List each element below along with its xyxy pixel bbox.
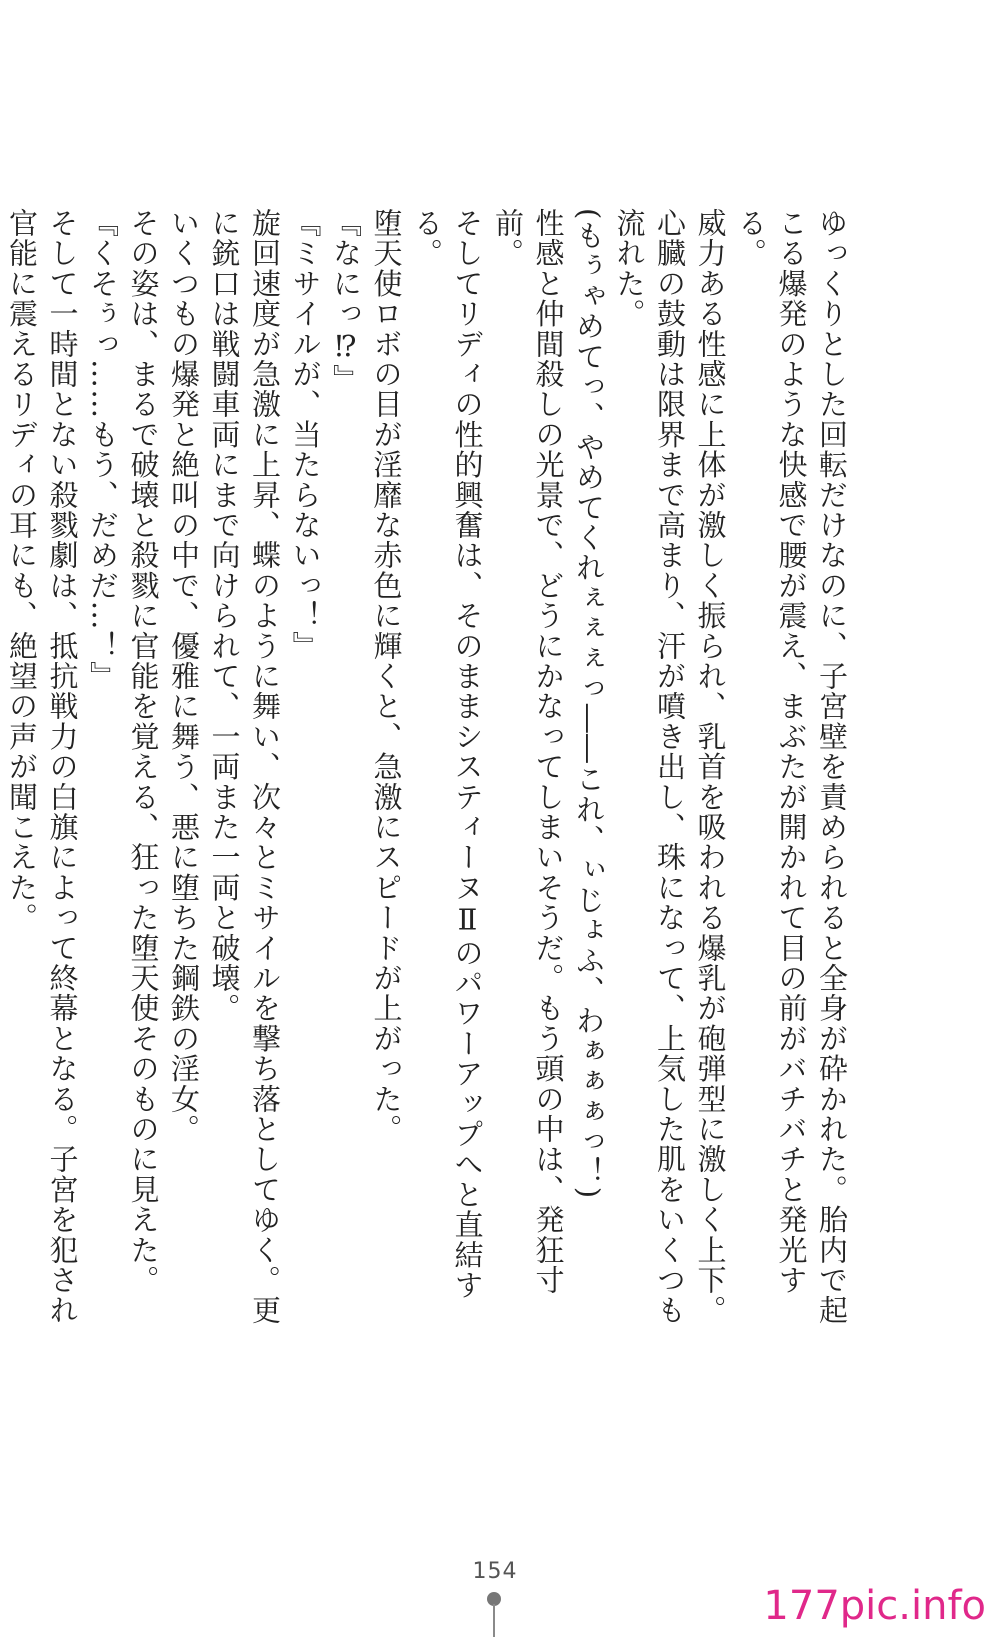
paragraph-1: ゆっくりとした回転だけなのに、子宮壁を責められると全身が砕かれた。胎内で起こる爆発のような快感で腰が震え、まぶたが開かれて目の前がバチバチと発光する。 — [734, 208, 849, 1326]
vertical-text-body — [2, 208, 853, 1328]
paragraph-9: 旋回速度が急激に上昇、蝶のように舞い、次々とミサイルを撃ち落としてゆく。更に銃口は戦闘車両にまで向けられて、一両また一両と破壊。 — [207, 208, 282, 1326]
paragraph-5: そしてリディの性的興奮は、そのままシスティーヌⅡのパワーアップへと直結する。 — [410, 208, 485, 1301]
paragraph-8: 『ミサイルが、当たらないっ！』 — [288, 208, 323, 661]
paragraph-7: 『なにっ⁉』 — [329, 208, 363, 395]
watermark: 177pic.info — [763, 1583, 986, 1629]
page-marker-line — [493, 1604, 495, 1637]
paragraph-2: 威力ある性感に上体が激しく振られ、乳首を吸われる爆乳が砲弾型に激しく上下。心臓の鼓動は限界まで高まり、汗が噴き出し、珠になって、上気した肌をいくつも流れた。 — [612, 208, 728, 1326]
page-number: 154 — [472, 1559, 518, 1584]
paragraph-3: (もぅゃめてっ、やめてくれぇぇぇっ――これ、ぃじょふ、わぁぁぁっ！) — [572, 208, 606, 1200]
paragraph-10: いくつもの爆発と絶叫の中で、優雅に舞う、悪に堕ちた鋼鉄の淫女。 — [167, 208, 201, 1145]
paragraph-4: 性感と仲間殺しの光景で、どうにかなってしまいそうだ。もう頭の中は、発狂寸前。 — [491, 208, 566, 1296]
paragraph-11: その姿は、まるで破壊と殺戮に官能を覚える、狂った堕天使そのものに見えた。 — [126, 208, 161, 1296]
paragraph-13: そして一時間とない殺戮劇は、抵抗戦力の白旗によって終幕となる。子宮を犯され官能に震えるリディの耳にも、絶望の声が聞こえた。 — [5, 208, 80, 1326]
paragraph-12: 『くそぅっ……もう、だめだ…！』 — [86, 208, 120, 692]
paragraph-6: 堕天使ロボの目が淫靡な赤色に輝くと、急激にスピードが上がった。 — [369, 208, 404, 1145]
